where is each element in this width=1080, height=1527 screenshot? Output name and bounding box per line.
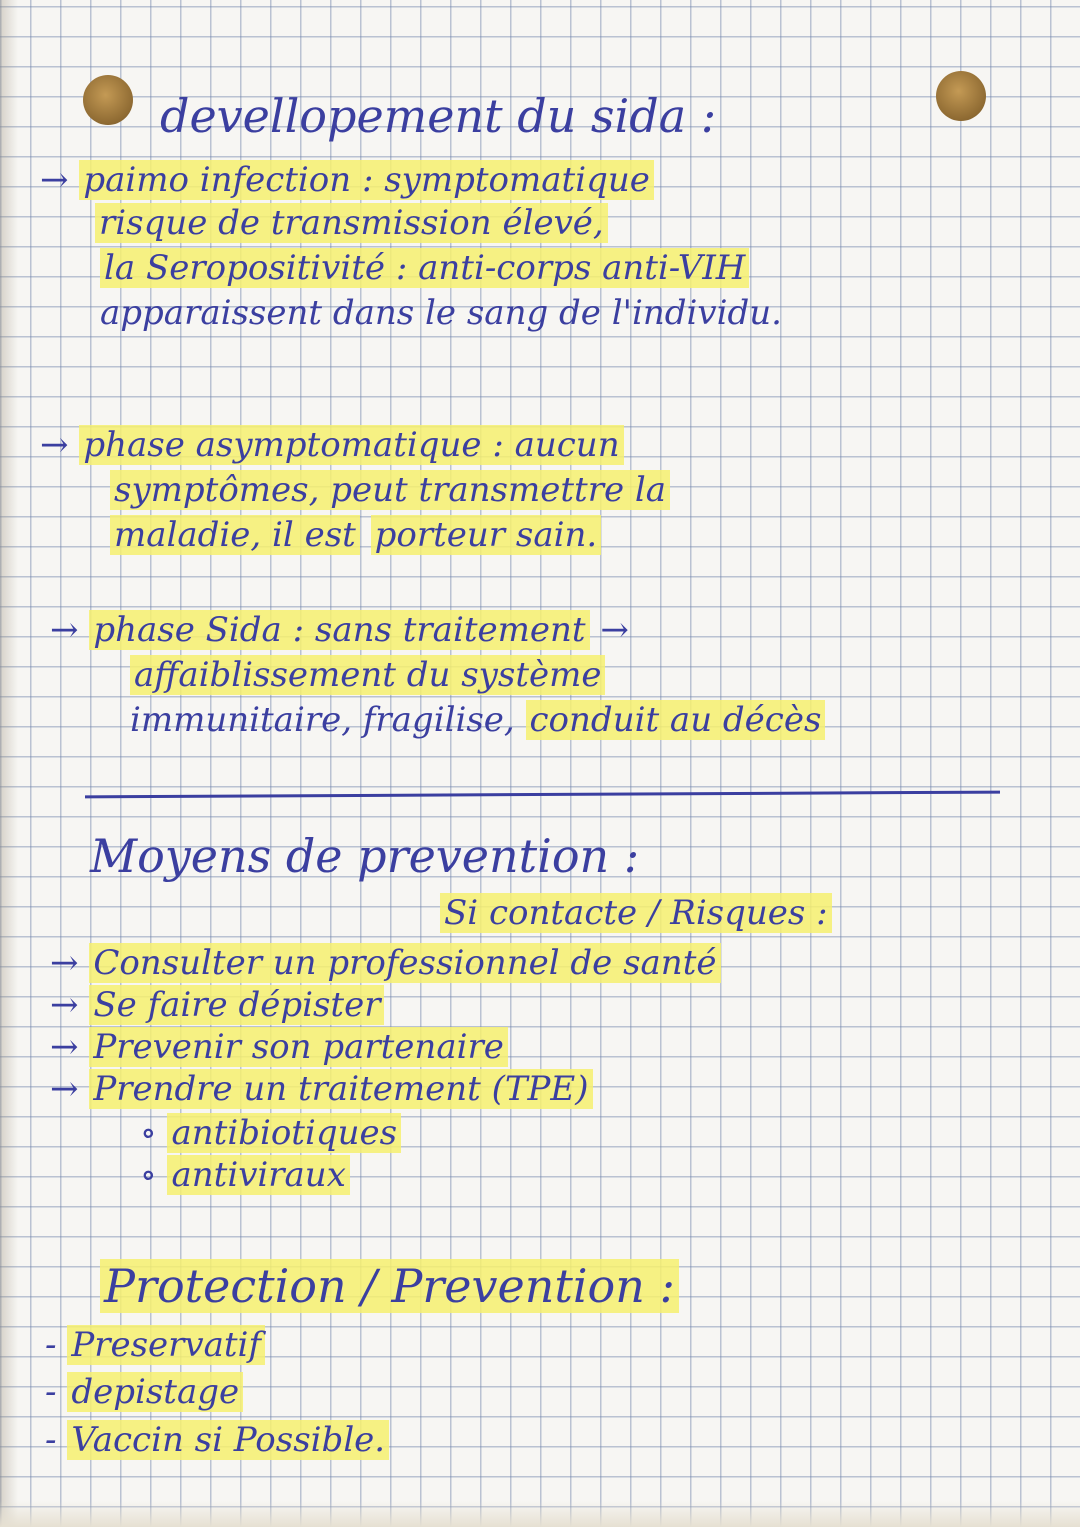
- section2-subtitle: Si contacte / Risques :: [440, 893, 832, 933]
- prevention-item-3: → Prevenir son partenaire: [50, 1027, 508, 1067]
- treatment-sub-1: ∘ antibiotiques: [140, 1113, 401, 1153]
- arrow-icon: →: [40, 425, 69, 465]
- prevention-item-2: → Se faire dépister: [50, 985, 384, 1025]
- bullet-icon: ∘: [140, 1113, 157, 1153]
- primo-label: paimo infection : symptomatique: [79, 160, 654, 200]
- primo-line3: la Seropositivité : anti-corps anti-VIH: [100, 248, 749, 288]
- section1-title: devellopement du sida :: [160, 89, 717, 143]
- asym-line1: → phase asymptomatique : aucun: [40, 425, 624, 465]
- asym-line3: maladie, il est porteur sain.: [110, 515, 601, 555]
- protection-item-3: - Vaccin si Possible.: [45, 1420, 389, 1460]
- arrow-icon: →: [50, 1027, 79, 1067]
- page-edge-bottom: [0, 1501, 1080, 1527]
- dash-icon: -: [45, 1325, 57, 1365]
- sida-line3: immunitaire, fragilise, conduit au décès: [130, 700, 825, 740]
- arrow-icon: →: [600, 610, 629, 650]
- sida-line1: → phase Sida : sans traitement →: [50, 610, 629, 650]
- sida-line2: affaiblissement du système: [130, 655, 605, 695]
- primo-line2: risque de transmission élevé,: [95, 203, 608, 243]
- dash-icon: -: [45, 1372, 57, 1412]
- arrow-icon: →: [50, 943, 79, 983]
- asym-line2: symptômes, peut transmettre la: [110, 470, 670, 510]
- page-edge-shadow: [0, 0, 18, 1527]
- arrow-icon: →: [50, 1069, 79, 1109]
- section-divider: [85, 791, 1000, 799]
- arrow-icon: →: [40, 160, 69, 200]
- protection-item-1: - Preservatif: [45, 1325, 265, 1365]
- section2-title: Moyens de prevention :: [90, 829, 640, 883]
- section3-title: Protection / Prevention :: [100, 1260, 679, 1312]
- punch-hole-right: [936, 71, 986, 121]
- arrow-icon: →: [50, 610, 79, 650]
- bullet-icon: ∘: [140, 1155, 157, 1195]
- protection-item-2: - depistage: [45, 1372, 243, 1412]
- prevention-item-1: → Consulter un professionnel de santé: [50, 943, 721, 983]
- primo-line4: apparaissent dans le sang de l'individu.: [100, 293, 782, 333]
- arrow-icon: →: [50, 985, 79, 1025]
- dash-icon: -: [45, 1420, 57, 1460]
- treatment-sub-2: ∘ antiviraux: [140, 1155, 350, 1195]
- punch-hole-left: [83, 75, 133, 125]
- prevention-item-4: → Prendre un traitement (TPE): [50, 1069, 593, 1109]
- primo-line1: [40, 160, 654, 200]
